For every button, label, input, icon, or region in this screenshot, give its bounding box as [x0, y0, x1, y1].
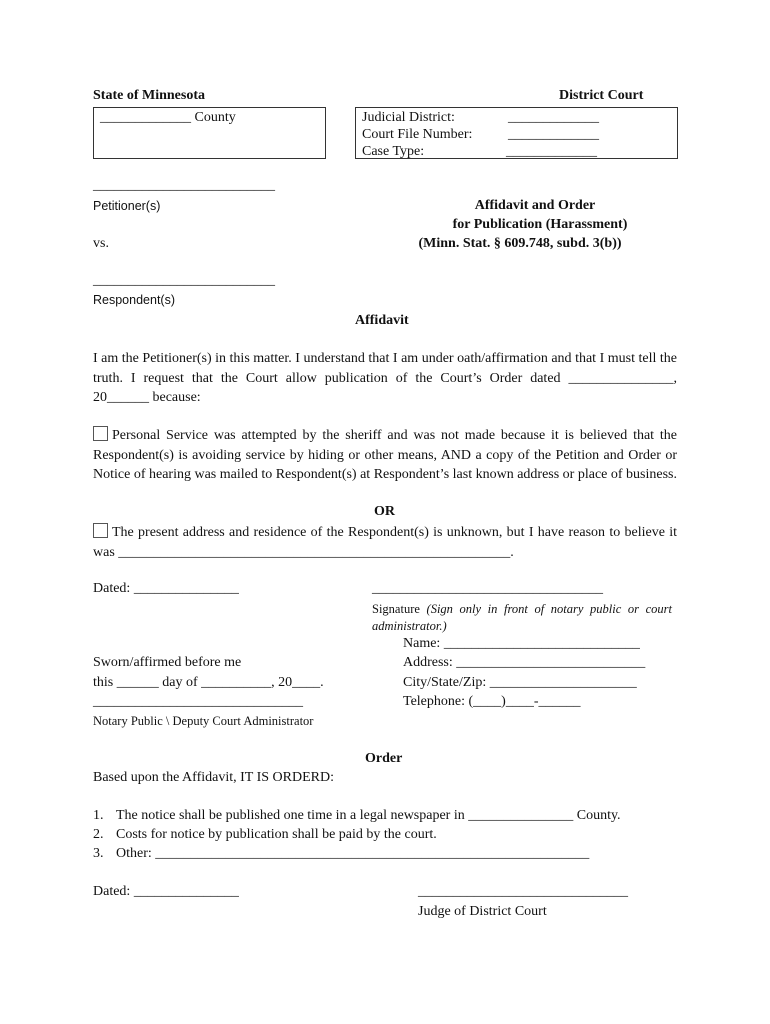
document-title-line3: (Minn. Stat. § 609.748, subd. 3(b)) — [418, 236, 622, 251]
judge-label: Judge of District Court — [418, 904, 547, 919]
option2-text: The present address and residence of the Respondent(s) is unknown, but I have reason to believe it was ________________________________________________________. — [93, 525, 677, 560]
order-item-1 — [93, 808, 621, 824]
petitioner-label: Petitioner(s) — [93, 199, 161, 213]
order-item-number: 1. — [93, 808, 104, 823]
telephone-field[interactable]: Telephone: (____)____-______ — [403, 694, 581, 709]
notary-label: Notary Public \ Deputy Court Administrator — [93, 714, 314, 728]
petitioner-field[interactable]: __________________________ — [93, 178, 275, 193]
order-item-3 — [93, 846, 589, 862]
order-item-number: 3. — [93, 846, 104, 861]
notary-signature-line[interactable]: ______________________________ — [93, 694, 303, 709]
document-title-line2: for Publication (Harassment) — [452, 217, 628, 232]
county-field: _____________ County — [100, 110, 236, 125]
state-label: State of Minnesota — [93, 88, 205, 103]
case-info-box — [355, 107, 678, 159]
county-box[interactable] — [93, 107, 326, 159]
order-item-2 — [93, 827, 437, 843]
order-item-text: Costs for notice by publication shall be paid by the court. — [116, 827, 437, 842]
option2-checkbox[interactable] — [93, 523, 108, 538]
respondent-label: Respondent(s) — [93, 293, 175, 307]
court-file-number-label: Court File Number: — [362, 127, 473, 142]
court-file-number-field[interactable]: _____________ — [508, 127, 599, 142]
or-label: OR — [374, 504, 395, 519]
city-state-zip-field[interactable]: City/State/Zip: _____________________ — [403, 675, 637, 690]
option1-checkbox[interactable] — [93, 426, 108, 441]
signature-label: Signature — [372, 602, 420, 616]
signature-instructions — [372, 601, 672, 635]
signature-line[interactable]: _________________________________ — [372, 581, 603, 596]
name-field[interactable]: Name: ____________________________ — [403, 636, 640, 651]
judicial-district-label: Judicial District: — [362, 110, 455, 125]
vs-label: vs. — [93, 236, 109, 251]
affidavit-heading: Affidavit — [355, 313, 409, 328]
judge-signature-line[interactable]: ______________________________ — [418, 884, 628, 899]
order-item-other-field[interactable]: Other: ______________________________________________________________ — [116, 846, 590, 861]
address-field[interactable]: Address: ___________________________ — [403, 655, 646, 670]
option2-paragraph — [93, 523, 677, 562]
case-type-field[interactable]: _____________ — [506, 144, 597, 159]
sworn-date-field[interactable]: this ______ day of __________, 20____. — [93, 675, 324, 690]
affidavit-intro: I am the Petitioner(s) in this matter. I understand that I am under oath/affirmation and that I must tell the truth. I request that the Court allow publication of the Court’s Order dated _______________, 20______ because: — [93, 351, 677, 405]
court-label: District Court — [559, 88, 644, 103]
option1-text: Personal Service was attempted by the sheriff and was not made because it is believed that the Respondent(s) is avoiding service by hiding or other means, AND a copy of the Petition and Order or Notice of hearing was mailed to Respondent(s) at Respondent’s last known address or place of business. — [93, 428, 677, 482]
respondent-field[interactable]: __________________________ — [93, 273, 275, 288]
sworn-line1: Sworn/affirmed before me — [93, 655, 242, 670]
order-item-number: 2. — [93, 827, 104, 842]
order-dated-field[interactable]: Dated: _______________ — [93, 884, 239, 899]
option1-paragraph — [93, 426, 677, 485]
order-intro: Based upon the Affidavit, IT IS ORDERD: — [93, 770, 334, 785]
judicial-district-field[interactable]: _____________ — [508, 110, 599, 125]
case-type-label: Case Type: — [362, 144, 425, 159]
signature-note: (Sign only in front of notary public or court administrator.) — [372, 602, 673, 633]
order-item-text: The notice shall be published one time in a legal newspaper in _______________ County. — [116, 808, 621, 823]
affidavit-dated-field[interactable]: Dated: _______________ — [93, 581, 239, 596]
order-heading: Order — [365, 751, 403, 766]
document-title-line1: Affidavit and Order — [474, 198, 596, 213]
